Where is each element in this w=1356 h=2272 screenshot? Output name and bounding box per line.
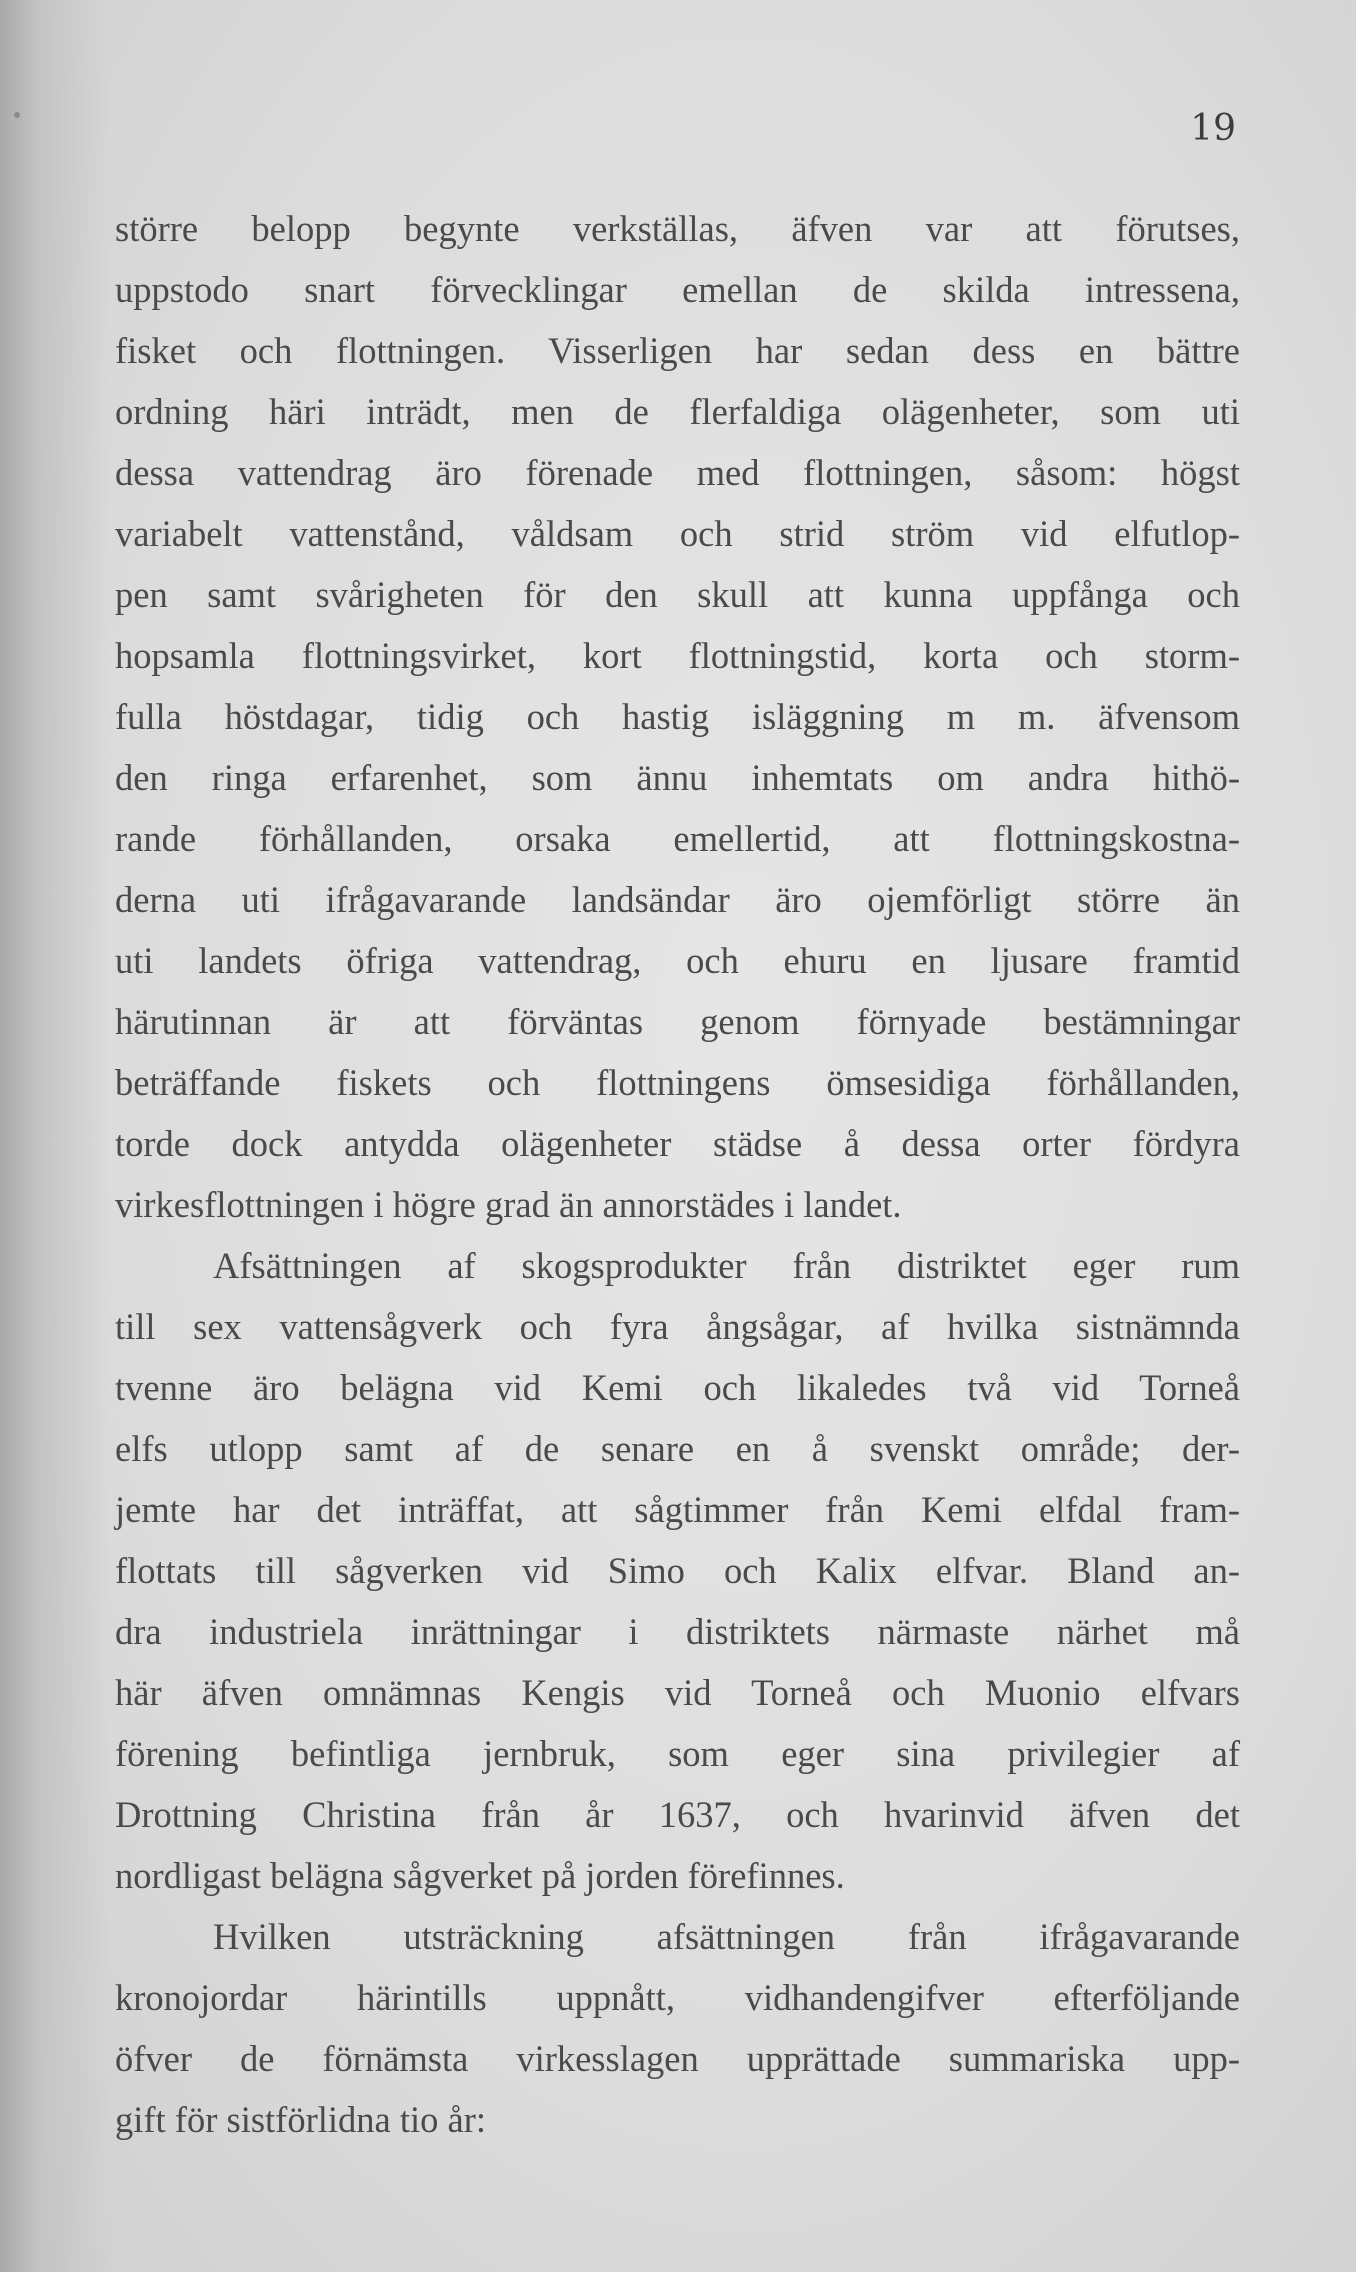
scan-speck xyxy=(14,112,20,118)
text-line: Drottning Christina från år 1637, och hvarinvid äfven det xyxy=(115,1794,1240,1835)
text-line: tvenne äro belägna vid Kemi och likaledes två vid Torneå xyxy=(115,1367,1240,1408)
text-line: jemte har det inträffat, att sågtimmer från Kemi elfdal fram- xyxy=(115,1489,1240,1530)
text-line: uppstodo snart förvecklingar emellan de skilda intressena, xyxy=(115,269,1240,310)
text-line: elfs utlopp samt af de senare en å svenskt område; der- xyxy=(115,1428,1240,1469)
text-line: gift för sistförlidna tio år: xyxy=(115,2099,487,2140)
text-line: här äfven omnämnas Kengis vid Torneå och Muonio elfvars xyxy=(115,1672,1240,1713)
text-line: torde dock antydda olägenheter städse å dessa orter fördyra xyxy=(115,1123,1240,1164)
text-line: den ringa erfarenhet, som ännu inhemtats om andra hithö- xyxy=(115,757,1240,798)
text-line: nordligast belägna sågverket på jorden förefinnes. xyxy=(115,1855,845,1896)
text-line: dessa vattendrag äro förenade med flottningen, såsom: högst xyxy=(115,452,1240,493)
text-line: virkesflottningen i högre grad än annorstädes i landet. xyxy=(115,1184,902,1225)
text-line: förening befintliga jernbruk, som eger sina privilegier af xyxy=(115,1733,1240,1774)
text-line: till sex vattensågverk och fyra ångsågar, af hvilka sistnämnda xyxy=(115,1306,1240,1347)
text-line: derna uti ifrågavarande landsändar äro ojemförligt större än xyxy=(115,879,1240,920)
text-line: pen samt svårigheten för den skull att kunna uppfånga och xyxy=(115,574,1240,615)
page-edge-shadow xyxy=(0,0,110,2272)
text-line: fisket och flottningen. Visserligen har sedan dess en bättre xyxy=(115,330,1240,371)
text-line: variabelt vattenstånd, våldsam och strid ström vid elfutlop- xyxy=(115,513,1240,554)
text-line: rande förhållanden, orsaka emellertid, att flottningskostna- xyxy=(115,818,1240,859)
text-line: öfver de förnämsta virkesslagen upprättade summariska upp- xyxy=(115,2038,1240,2079)
text-line: Afsättningen af skogsprodukter från distriktet eger rum xyxy=(213,1245,1240,1286)
text-line: flottats till sågverken vid Simo och Kalix elfvar. Bland an- xyxy=(115,1550,1240,1591)
text-line: uti landets öfriga vattendrag, och ehuru en ljusare framtid xyxy=(115,940,1240,981)
text-line: kronojordar härintills uppnått, vidhandengifver efterföljande xyxy=(115,1977,1240,2018)
text-line: fulla höstdagar, tidig och hastig isläggning m m. äfvensom xyxy=(115,696,1240,737)
text-line: dra industriela inrättningar i distriktets närmaste närhet må xyxy=(115,1611,1240,1652)
page-number: 19 xyxy=(1190,108,1236,149)
text-line: ordning häri inträdt, men de flerfaldiga olägenheter, som uti xyxy=(115,391,1240,432)
text-line: Hvilken utsträckning afsättningen från ifrågavarande xyxy=(213,1916,1240,1957)
body-text xyxy=(115,198,1240,2150)
text-line: hopsamla flottningsvirket, kort flottningstid, korta och storm- xyxy=(115,635,1240,676)
text-line: härutinnan är att förväntas genom förnyade bestämningar xyxy=(115,1001,1240,1042)
text-line: beträffande fiskets och flottningens ömsesidiga förhållanden, xyxy=(115,1062,1240,1103)
text-line: större belopp begynte verkställas, äfven var att förutses, xyxy=(115,208,1240,249)
